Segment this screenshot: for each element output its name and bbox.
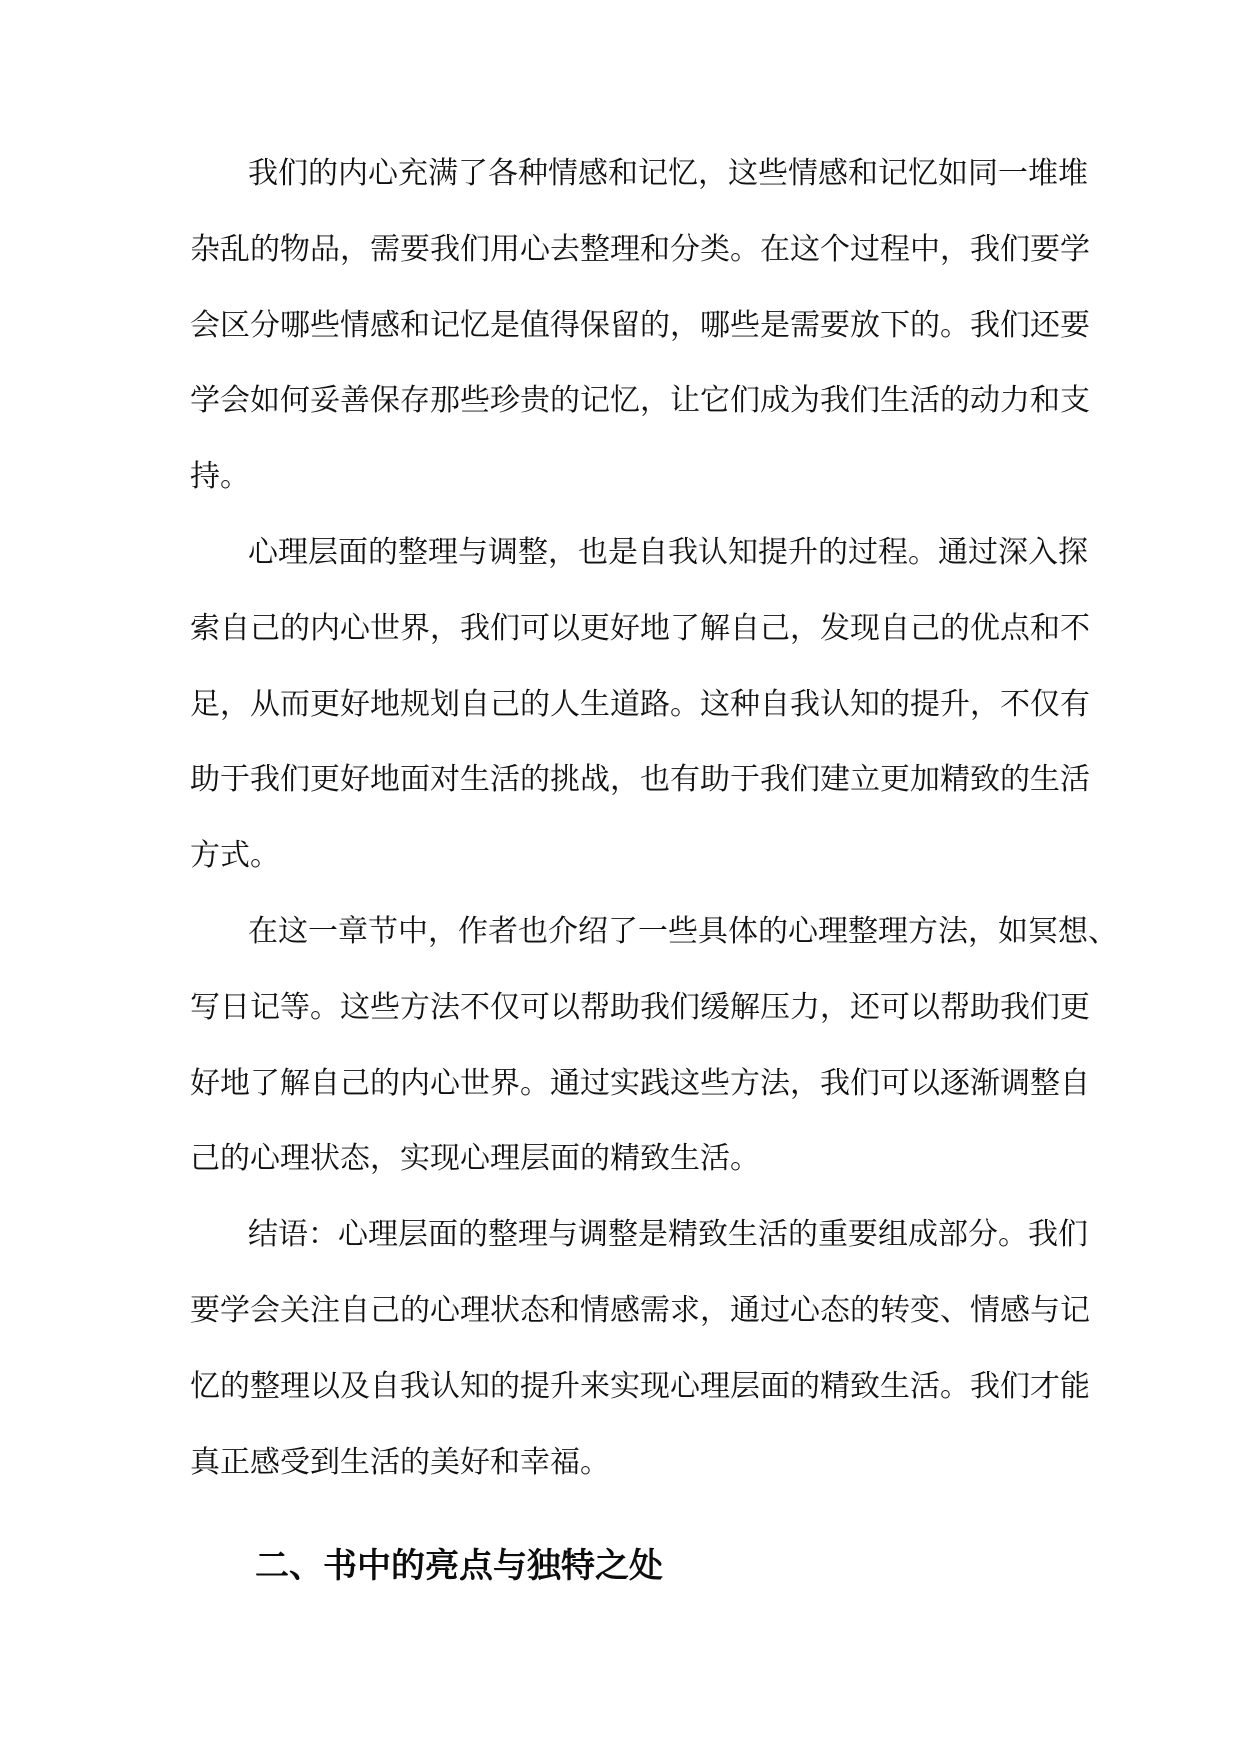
paragraph-line: 结语：心理层面的整理与调整是精致生活的重要组成部分。我们 [248,1217,1088,1252]
paragraph-line: 方式。 [190,838,280,873]
paragraph-line: 会区分哪些情感和记忆是值得保留的，哪些是需要放下的。我们还要 [190,308,1090,343]
paragraph-line: 我们的内心充满了各种情感和记忆，这些情感和记忆如同一堆堆 [248,156,1088,191]
paragraph-line: 要学会关注自己的心理状态和情感需求，通过心态的转变、情感与记 [190,1293,1090,1328]
paragraph-line: 助于我们更好地面对生活的挑战，也有助于我们建立更加精致的生活 [190,762,1090,797]
paragraph-line: 索自己的内心世界，我们可以更好地了解自己，发现自己的优点和不 [190,611,1090,646]
paragraph-line: 心理层面的整理与调整，也是自我认知提升的过程。通过深入探 [248,535,1088,570]
paragraph-line: 好地了解自己的内心世界。通过实践这些方法，我们可以逐渐调整自 [190,1066,1090,1101]
paragraph-line: 持。 [190,459,250,494]
paragraph-line: 己的心理状态，实现心理层面的精致生活。 [190,1141,760,1176]
paragraph-line: 学会如何妥善保存那些珍贵的记忆，让它们成为我们生活的动力和支 [190,383,1090,418]
paragraph-line: 杂乱的物品，需要我们用心去整理和分类。在这个过程中，我们要学 [190,232,1090,267]
paragraph-line: 足，从而更好地规划自己的人生道路。这种自我认知的提升，不仅有 [190,687,1090,722]
paragraph-line: 忆的整理以及自我认知的提升来实现心理层面的精致生活。我们才能 [190,1369,1090,1404]
paragraph-line: 写日记等。这些方法不仅可以帮助我们缓解压力，还可以帮助我们更 [190,990,1090,1025]
paragraph-line: 在这一章节中，作者也介绍了一些具体的心理整理方法，如冥想、 [248,914,1118,949]
paragraph-line: 真正感受到生活的美好和幸福。 [190,1445,610,1480]
section-heading: 二、书中的亮点与独特之处 [255,1546,663,1586]
